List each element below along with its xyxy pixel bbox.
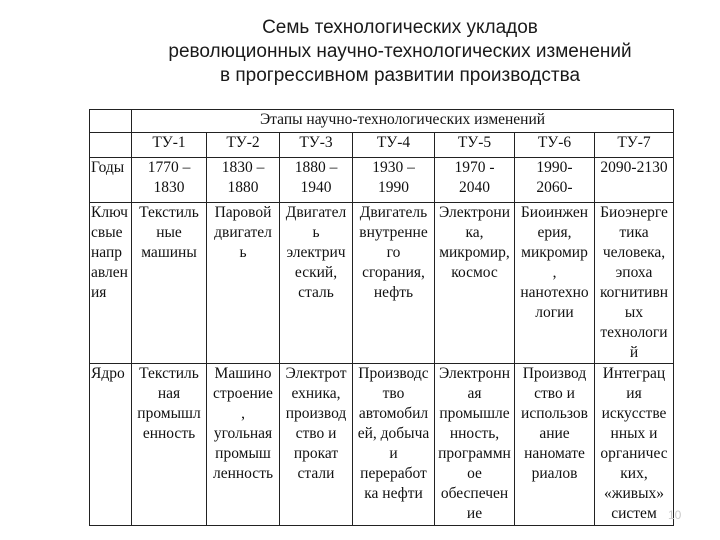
table-cell: 1830 – 1880 <box>207 158 280 203</box>
table-cell: 2090-2130 <box>595 158 674 203</box>
technology-stages-table <box>89 109 674 526</box>
table-header: Этапы научно-технологических изменений <box>132 110 674 133</box>
slide-title <box>150 16 650 88</box>
table-cell: Интеграц ия искусстве нных и органичес ких, «живых» систем <box>595 364 674 526</box>
table-cell: Паровой двигател ь <box>207 203 280 364</box>
table-row-years <box>90 158 674 203</box>
table-cell: Текстиль ные машины <box>132 203 207 364</box>
title-line-1: Семь технологических укладов <box>262 17 538 38</box>
table-cell: Двигател ь электрич еский, сталь <box>280 203 353 364</box>
table-row-core <box>90 364 674 526</box>
table-cell: 1880 – 1940 <box>280 158 353 203</box>
table-cell: Электрони ка, микромир, космос <box>435 203 515 364</box>
table-cell: 1770 – 1830 <box>132 158 207 203</box>
table-cell: Двигатель внутренне го сгорания, нефть <box>353 203 435 364</box>
table-cell: Биоинжен ерия, микромир , нанотехно логии <box>515 203 595 364</box>
table-row-key-directions <box>90 203 674 364</box>
table-cell: Машино строение , угольная промыш ленность <box>207 364 280 526</box>
table-cell: 1970 - 2040 <box>435 158 515 203</box>
row-label: Ядро <box>90 364 132 526</box>
row-label: Ключ свые напр авлен ия <box>90 203 132 364</box>
column-header: ТУ-3 <box>280 133 353 158</box>
table-cell: 1930 – 1990 <box>353 158 435 203</box>
table-cell: Производ ство и использов ание наномате риалов <box>515 364 595 526</box>
table-header-row <box>90 110 674 133</box>
row-label: Годы <box>90 158 132 203</box>
column-header: ТУ-2 <box>207 133 280 158</box>
table-corner-cell <box>90 110 132 133</box>
table-cell: Биоэнерге тика человека, эпоха когнитивн ых технологи й <box>595 203 674 364</box>
column-header-empty <box>90 133 132 158</box>
column-header: ТУ-7 <box>595 133 674 158</box>
title-line-2: революционных научно-технологических изменений <box>168 41 632 62</box>
table-cell: Производс тво автомобил ей, добыча и переработ ка нефти <box>353 364 435 526</box>
table-cell: Текстиль ная промышл енность <box>132 364 207 526</box>
column-header: ТУ-4 <box>353 133 435 158</box>
table-cell: 1990- 2060- <box>515 158 595 203</box>
table-cell: Электрот ехника, производ ство и прокат стали <box>280 364 353 526</box>
column-header: ТУ-1 <box>132 133 207 158</box>
column-header-row <box>90 133 674 158</box>
column-header: ТУ-5 <box>435 133 515 158</box>
title-line-3: в прогрессивном развитии производства <box>219 65 581 86</box>
page-number: 10 <box>668 508 682 522</box>
table-cell: Электронн ая промышле нность, программн ое обеспечен ие <box>435 364 515 526</box>
column-header: ТУ-6 <box>515 133 595 158</box>
